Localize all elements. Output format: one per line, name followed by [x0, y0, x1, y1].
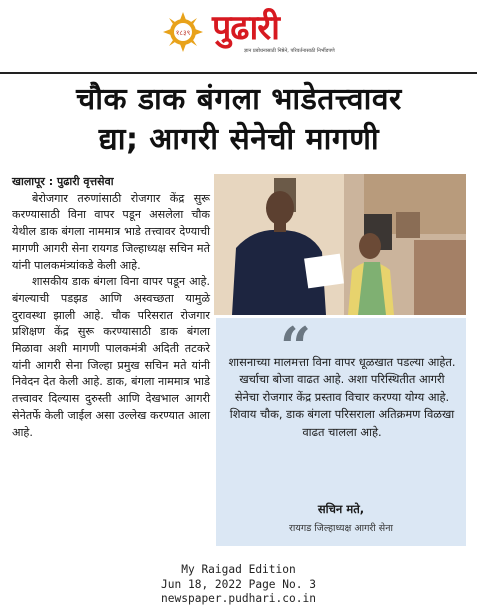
pudhari-emblem-icon: [163, 12, 203, 52]
masthead-rule: [0, 72, 477, 74]
photo-illustration: [214, 174, 466, 315]
headline-line-2: द्या; आगरी सेनेची मागणी: [98, 122, 380, 157]
quote-author-role: रायगड जिल्हाध्यक्ष आगरी सेना: [289, 523, 393, 534]
logo-tagline: ज्ञान प्रबोधनासाठी निष्ठेने, परिवर्तनासाठी निर्भीडपणे: [244, 48, 335, 54]
masthead: [0, 0, 477, 70]
dateline: खालापूर : पुढारी वृत्तसेवा: [12, 175, 114, 188]
edition-date-page: Jun 18, 2022 Page No. 3: [161, 577, 316, 591]
article-body: [12, 174, 210, 441]
article-photo: [214, 174, 466, 315]
headline: [8, 80, 470, 160]
quote-mark-icon: “: [280, 315, 312, 379]
quote-author: सचिन मते,: [317, 502, 365, 516]
headline-line-1: चौक डाक बंगला भाडेतत्त्वावर: [76, 82, 402, 117]
emblem-text: १८३९: [175, 29, 191, 37]
pudhari-logo: पुढारी: [212, 8, 279, 48]
article-paragraph-1: बेरोजगार तरुणांसाठी रोजगार केंद्र सुरू करण्यासाठी विना वापर पडून असलेला चौक येथील डाक बंगला नाममात्र भाडे तत्त्वावर देण्याची मागणी आगरी सेना रायगड जिल्हाध्यक्ष सचिन मते यांनी पालकमंत्र्यांकडे केली आहे.: [12, 191, 210, 272]
edition-site: newspaper.pudhari.co.in: [161, 592, 316, 606]
edition-footer: [0, 563, 477, 607]
pull-quote: [216, 315, 466, 546]
quote-text: शासनाच्या मालमत्ता विना वापर धूळखात पडल्या आहेत. खर्चाचा बोजा वाढत आहे. अशा परिस्थितीत आगरी सेनेचा रोजगार केंद्र प्रस्ताव विचार करण्या योग्य आहे. शिवाय चौक, डाक बंगला परिसराला अतिक्रमण विळखा वाढत चालला आहे.: [228, 355, 456, 439]
edition-name: My Raigad Edition: [181, 563, 296, 576]
article-paragraph-2: शासकीय डाक बंगला विना वापर पडून आहे. बंगल्याची पडझड आणि अस्वच्छता यामुळे दुरावस्था झाली आहे. चौक परिसरात रोजगार प्रशिक्षण केंद्र सुरू करण्यासाठी डाक बंगला मिळावा अशी मागणी पालकमंत्री अदिती तटकरे यांनी आगरी सेना जिल्हा प्रमुख सचिन मते यांनी निवेदन देत केली आहे. डाक, बंगला नाममात्र भाडे तत्त्वावर दिल्यास दुरुस्ती आणि देखभाल आगरी सेनेतर्फे केली जाईल असा उल्लेख करण्यात आला आहे.: [12, 275, 210, 439]
